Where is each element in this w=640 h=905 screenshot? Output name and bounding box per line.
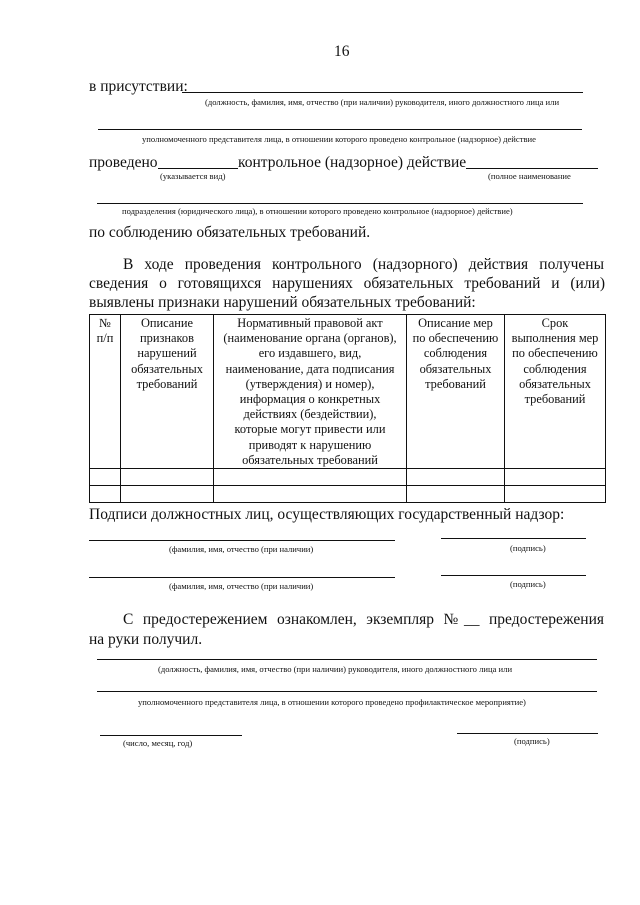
conducted-unit-caption: подразделения (юридического лица), в отношении которого проведено контрольное (надзорное) действие) <box>122 206 513 216</box>
signature-name-caption-1: (фамилия, имя, отчество (при наличии) <box>169 544 314 554</box>
conducted-label: проведено <box>89 154 158 171</box>
table-header-text: его издавшего, вид, <box>258 346 362 361</box>
table-header-text: Описание мер <box>418 316 493 330</box>
table-header-text: Нормативный правовой акт <box>237 316 383 330</box>
page-number: 16 <box>334 43 350 60</box>
signature-sign-caption-1: (подпись) <box>510 543 546 553</box>
acknowledgement-line-2: на руки получил. <box>89 631 203 648</box>
table-header-text: соблюдения <box>523 361 587 376</box>
table-header-text: выполнения мер <box>511 331 599 346</box>
table-header-text: нарушений <box>137 346 197 361</box>
presence-caption-1: (должность, фамилия, имя, отчество (при наличии) руководителя, иного должностного лица или <box>205 97 560 107</box>
table-header-text: приводят к нарушению <box>248 437 372 452</box>
signature-name-caption-2: (фамилия, имя, отчество (при наличии) <box>169 581 314 591</box>
compliance-line: по соблюдению обязательных требований. <box>89 224 371 241</box>
violations-table <box>89 314 606 503</box>
signatures-title: Подписи должностных лиц, осуществляющих государственный надзор: <box>89 506 565 523</box>
table-header-text: соблюдения <box>423 346 488 361</box>
paragraph-line-3: выявлены признаки нарушений обязательных требований: <box>89 294 476 311</box>
table-header-text: которые могут привести или <box>234 422 386 437</box>
table-header-text: требований <box>136 376 198 391</box>
acknowledgement-underline-2 <box>97 691 597 692</box>
table-header-text: по обеспечению <box>512 346 598 361</box>
header-description <box>121 315 214 469</box>
header-measures <box>407 315 505 469</box>
date-caption: (число, месяц, год) <box>123 738 193 748</box>
acknowledgement-line-1: С предостережением ознакомлен, экземпляр №__ предостережения <box>123 611 604 628</box>
table-header-text: требований <box>524 392 586 407</box>
table-header-text: обязательных <box>131 361 203 376</box>
signature-sign-caption-2: (подпись) <box>510 579 546 589</box>
conducted-action: контрольное (надзорное) действие <box>238 154 467 171</box>
header-number <box>90 315 121 469</box>
table-header-text: наименование, дата подписания <box>225 361 395 376</box>
table-header-text: признаков <box>140 331 194 346</box>
table-row <box>90 486 606 503</box>
presence-caption-2: уполномоченного представителя лица, в отношении которого проведено контрольное (надзорное) действие <box>142 134 536 144</box>
presence-label: в присутствии: <box>89 78 188 95</box>
conducted-name-underline <box>466 168 598 169</box>
signature-name-line-1 <box>89 540 395 541</box>
paragraph-line-1: В ходе проведения контрольного (надзорного) действия получены <box>123 256 604 273</box>
conducted-full-name-caption: (полное наименование <box>488 171 571 181</box>
table-header-text: информация о конкретных <box>239 392 381 407</box>
table-header-text: Срок <box>541 316 569 330</box>
date-underline <box>100 735 242 736</box>
table-header-text: обязательных <box>519 376 591 391</box>
table-header-text: (наименование органа (органов), <box>223 331 397 346</box>
header-deadline <box>505 315 606 469</box>
acknowledgement-caption-2: уполномоченного представителя лица, в отношении которого проведено профилактическое мероприятие) <box>138 697 526 707</box>
table-header-text: действиях (бездействии), <box>243 407 377 422</box>
conducted-kind-underline <box>158 168 238 169</box>
conducted-unit-underline <box>97 203 583 204</box>
signature-name-line-2 <box>89 577 395 578</box>
signature-sign-line-2 <box>441 575 586 576</box>
presence-underline-2 <box>98 129 582 130</box>
table-header-row <box>90 315 606 469</box>
conducted-kind-caption: (указывается вид) <box>160 171 226 181</box>
presence-underline <box>182 92 583 93</box>
acknowledgement-underline-1 <box>97 659 597 660</box>
table-header-text: обязательных <box>419 361 492 376</box>
table-header-text: требований <box>425 376 486 391</box>
table-header-text: Описание <box>140 316 194 330</box>
table-row <box>90 469 606 486</box>
ack-signature-caption: (подпись) <box>514 736 550 746</box>
table-header-text: п/п <box>96 331 114 346</box>
table-header-text: обязательных требований <box>242 452 378 467</box>
header-legal-act <box>214 315 407 469</box>
ack-signature-underline <box>457 733 598 734</box>
table-header-text: № <box>99 316 111 330</box>
acknowledgement-caption-1: (должность, фамилия, имя, отчество (при наличии) руководителя, иного должностного лица или <box>158 664 513 674</box>
table-header-text: (утверждения) и номер), <box>245 376 375 391</box>
signature-sign-line-1 <box>441 538 586 539</box>
table-header-text: по обеспечению <box>412 331 499 346</box>
paragraph-line-2: сведения о готовящихся нарушениях обязательных требований и (или) <box>89 275 605 292</box>
